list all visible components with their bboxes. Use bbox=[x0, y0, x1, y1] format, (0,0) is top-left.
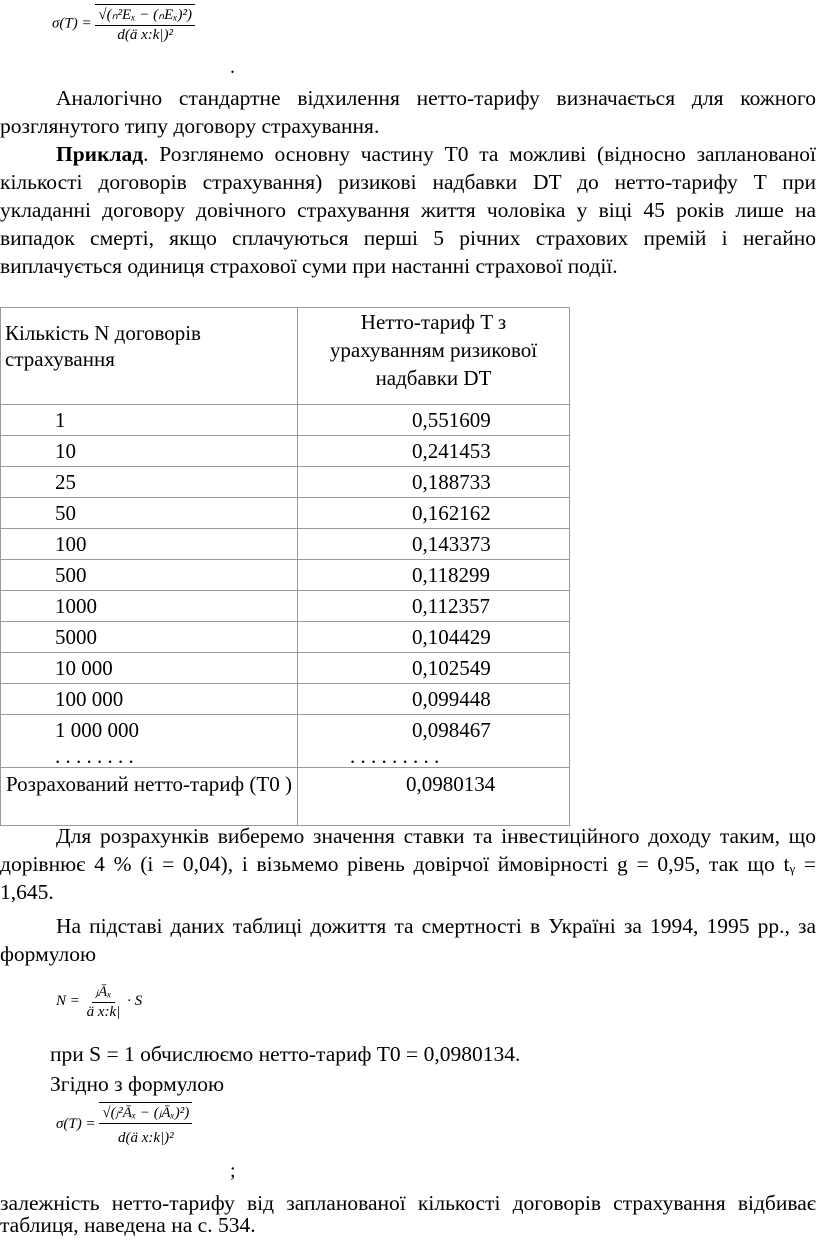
formula-std-deviation bbox=[52, 4, 195, 44]
formula-std-deviation-2 bbox=[56, 1102, 192, 1147]
header-netto-tariff: Нетто-тариф T з урахуванням ризикової надбавки DT bbox=[298, 308, 570, 405]
table-row bbox=[1, 653, 570, 684]
table-row bbox=[1, 436, 570, 467]
row-netto-tariff: 0,143373 bbox=[298, 529, 570, 560]
row-contract-count: 5000 bbox=[1, 622, 298, 653]
row-contract-count: 50 bbox=[1, 498, 298, 529]
paragraph-example bbox=[0, 140, 816, 280]
paragraph-rate: Для розрахунків виберемо значення ставки та інвестиційного доходу таким, що дорівнює 4 % (i = 0,04), і візьмемо рівень довірчої ймовірності g = 0,95, так що tᵧ = 1,645. bbox=[0, 824, 816, 904]
table-row bbox=[1, 591, 570, 622]
formula3-semicolon: ; bbox=[230, 1160, 236, 1182]
paragraph-analogy: Аналогічно стандартне відхилення нетто-тарифу визначається для кожного розглянутого типу договору страхування. bbox=[0, 86, 816, 138]
table-row bbox=[1, 498, 570, 529]
paragraph-dependence: залежність нетто-тарифу від запланованої кількості договорів страхування відбиває таблиця, наведена на с. 534. bbox=[0, 1191, 816, 1237]
row-contract-count: 100 000 bbox=[1, 684, 298, 715]
formula2-denominator: ä x:k| bbox=[86, 1004, 121, 1020]
formula2-lhs: N = bbox=[56, 992, 80, 1009]
row-contract-count: 100 bbox=[1, 529, 298, 560]
dots-left: . . . . . . . . bbox=[1, 745, 298, 768]
formula-fraction bbox=[95, 4, 195, 44]
table-row-final bbox=[1, 768, 570, 826]
row-netto-tariff: 0,099448 bbox=[298, 684, 570, 715]
row-netto-tariff: 0,188733 bbox=[298, 467, 570, 498]
row-netto-tariff: 0,162162 bbox=[298, 498, 570, 529]
header-contract-count: Кількість N договорів страхування bbox=[1, 308, 298, 405]
row-contract-count: 25 bbox=[1, 467, 298, 498]
table-header-row bbox=[1, 308, 570, 405]
final-value: 0,0980134 bbox=[298, 768, 570, 826]
formula-denominator: d(ä x:k|)² bbox=[117, 27, 174, 43]
row-netto-tariff: 0,104429 bbox=[298, 622, 570, 653]
formula3-denominator: d(ä x:k|)² bbox=[117, 1130, 174, 1146]
row-netto-tariff: 0,112357 bbox=[298, 591, 570, 622]
example-text: . Розглянемо основну частину T0 та можливі (відносно запланованої кількості договорів страхування) ризикові надбавки DT до нетто-тарифу T при укладанні договору довічного страхування життя чоловіка у віці 45 років лише на випадок смерті, якщо сплачуються перші 5 річних страхових премій і негайно виплачується одиниця страхової суми при настанні страхової події. bbox=[0, 142, 816, 278]
row-netto-tariff: 0,102549 bbox=[298, 653, 570, 684]
table-row bbox=[1, 560, 570, 591]
table-row bbox=[1, 684, 570, 715]
paragraph-table-source: На підставі даних таблиці дожиття та смертності в Україні за 1994, 1995 рр., за формулою bbox=[0, 914, 816, 966]
formula3-fraction bbox=[99, 1102, 192, 1147]
final-label: Розрахований нетто-тариф (T0 ) bbox=[1, 768, 298, 826]
netto-tariff-table bbox=[0, 307, 570, 826]
row-netto-tariff: 0,241453 bbox=[298, 436, 570, 467]
table-row bbox=[1, 529, 570, 560]
table-row bbox=[1, 467, 570, 498]
formula2-rhs: · S bbox=[127, 992, 143, 1009]
formula2-fraction bbox=[84, 982, 124, 1021]
row-contract-count: 1 000 000 bbox=[1, 715, 298, 746]
dots-right: . . . . . . . . . bbox=[298, 745, 570, 768]
paragraph-compute: при S = 1 обчислюємо нетто-тариф T0 = 0,0980134. bbox=[50, 1042, 521, 1066]
formula3-lhs: σ(T) = bbox=[56, 1115, 96, 1132]
table-row bbox=[1, 622, 570, 653]
row-contract-count: 10 000 bbox=[1, 653, 298, 684]
formula-lhs: σ(T) = bbox=[52, 15, 92, 32]
row-netto-tariff: 0,118299 bbox=[298, 560, 570, 591]
row-contract-count: 1 bbox=[1, 405, 298, 436]
table-row bbox=[1, 715, 570, 746]
row-contract-count: 500 bbox=[1, 560, 298, 591]
formula2-numerator: ⱼĀₓ bbox=[92, 982, 114, 1003]
formula3-numerator: √(ⱼ²Āₓ − (ⱼĀₓ)²) bbox=[99, 1102, 192, 1124]
example-label: Приклад bbox=[56, 142, 144, 166]
row-contract-count: 10 bbox=[1, 436, 298, 467]
row-contract-count: 1000 bbox=[1, 591, 298, 622]
formula-contract-count bbox=[56, 982, 142, 1021]
row-netto-tariff: 0,098467 bbox=[298, 715, 570, 746]
formula-period: . bbox=[230, 56, 235, 78]
formula-numerator: √(ₙ²Eₓ − (ₙEₓ)²) bbox=[95, 4, 195, 26]
row-netto-tariff: 0,551609 bbox=[298, 405, 570, 436]
table-row-dots bbox=[1, 745, 570, 768]
table-row bbox=[1, 405, 570, 436]
paragraph-according: Згідно з формулою bbox=[50, 1072, 225, 1096]
